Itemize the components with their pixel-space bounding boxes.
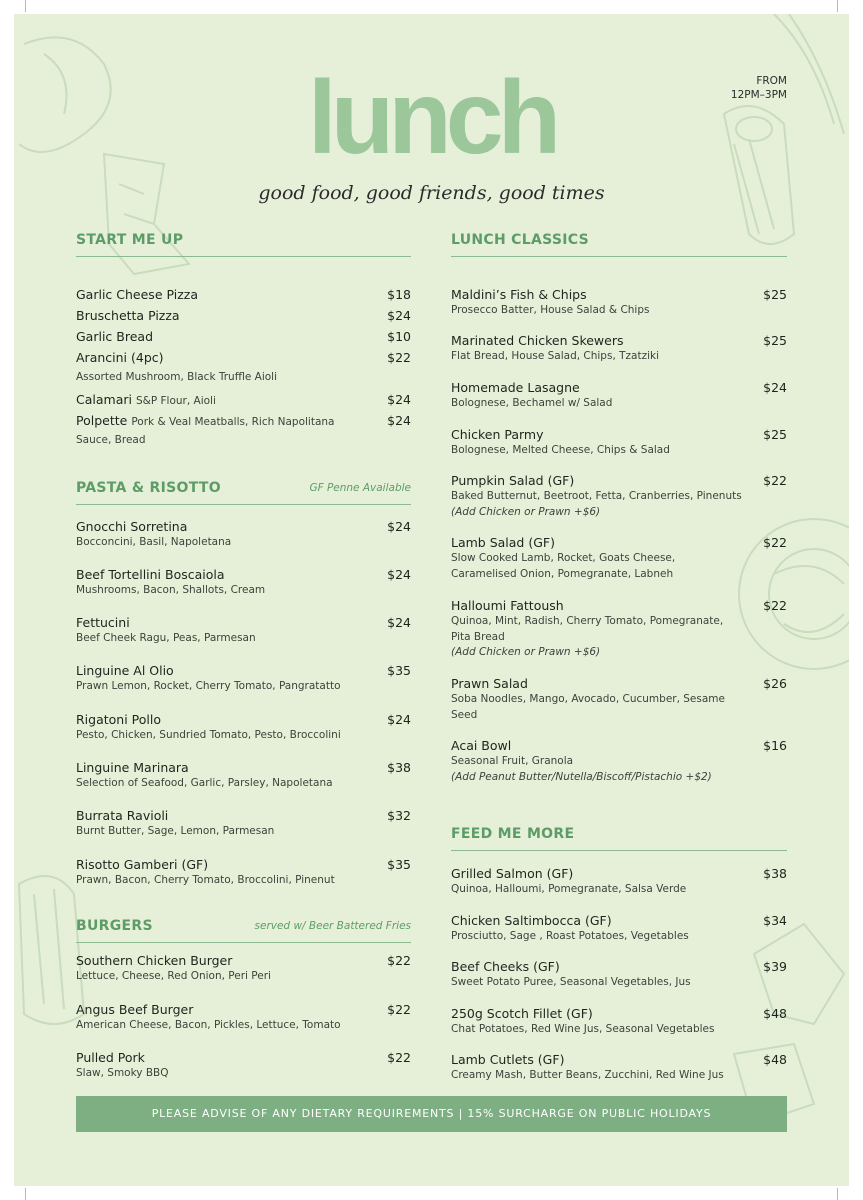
crop-mark [837,0,838,12]
item-price: $24 [387,308,411,323]
item-price: $38 [763,866,787,881]
footer-banner: PLEASE ADVISE OF ANY DIETARY REQUIREMENTS | 15% SURCHARGE ON PUBLIC HOLIDAYS [76,1096,787,1132]
menu-item [76,350,411,386]
item-name: Rigatoni Pollo [76,712,162,727]
item-price: $24 [387,615,411,630]
menu-item [76,663,411,695]
item-description: Lettuce, Cheese, Red Onion, Peri Peri [76,970,271,982]
item-description: Slaw, Smoky BBQ [76,1067,169,1079]
menu-item [76,329,411,344]
item-description: Chat Potatoes, Red Wine Jus, Seasonal Vegetables [451,1023,715,1035]
item-description: Soba Noodles, Mango, Avocado, Cucumber, Sesame [451,693,725,705]
item-price: $39 [763,959,787,974]
item-description: Seasonal Fruit, Granola [451,755,574,767]
item-name: 250g Scotch Fillet (GF) [451,1006,593,1021]
item-name: Grilled Salmon (GF) [451,866,574,881]
section-feed-me-more [451,826,787,851]
item-name [76,392,411,407]
item-price: $24 [763,380,787,395]
menu-item [451,1006,787,1038]
menu-item [451,333,787,365]
item-name-text: Polpette [76,413,128,428]
menu-page [14,14,849,1186]
item-name: Bruschetta Pizza [76,308,180,323]
item-price: $25 [763,333,787,348]
item-price: $22 [387,1002,411,1017]
item-price: $24 [387,567,411,582]
item-price: $24 [387,392,411,407]
menu-item [76,287,411,302]
menu-item [76,857,411,889]
hours-time: 12PM–3PM [730,89,787,101]
item-description: Slow Cooked Lamb, Rocket, Goats Cheese, [451,552,676,564]
item-description: Prosecco Batter, House Salad & Chips [451,304,650,316]
item-description: Prawn, Bacon, Cherry Tomato, Broccolini, Pinenut [76,874,335,886]
item-description: Bolognese, Melted Cheese, Chips & Salad [451,444,670,456]
item-description: Mushrooms, Bacon, Shallots, Cream [76,584,266,596]
item-description: Seed [451,708,478,721]
item-price: $35 [387,857,411,872]
item-price: $22 [763,473,787,488]
hours-label: FROM [756,75,787,87]
section-note: served w/ Beer Battered Fries [254,920,411,932]
menu-item [76,308,411,323]
item-price: $24 [387,413,411,428]
item-name: Arancini (4pc) [76,350,164,365]
item-description: Flat Bread, House Salad, Chips, Tzatziki [451,350,660,362]
menu-item [451,676,787,723]
item-name [76,413,411,428]
item-price: $24 [387,712,411,727]
item-description: Sauce, Bread [76,434,146,446]
item-price: $48 [763,1052,787,1067]
tagline: good food, good friends, good times [258,182,605,204]
item-name: Chicken Saltimbocca (GF) [451,913,612,928]
item-name: Beef Cheeks (GF) [451,959,560,974]
item-description: Bolognese, Bechamel w/ Salad [451,397,613,409]
menu-item [451,287,787,319]
item-name: Prawn Salad [451,676,528,691]
item-name: Gnocchi Sorretina [76,519,188,534]
item-inline-description: S&P Flour, Aioli [135,395,216,407]
item-price: $48 [763,1006,787,1021]
menu-item [451,535,787,582]
item-name: Burrata Ravioli [76,808,169,823]
item-price: $25 [763,427,787,442]
item-name: Garlic Cheese Pizza [76,287,199,302]
item-name: Risotto Gamberi (GF) [76,857,209,872]
item-price: $18 [387,287,411,302]
menu-item [76,1002,411,1034]
hours [731,74,787,102]
item-description: Quinoa, Halloumi, Pomegranate, Salsa Verde [451,883,687,895]
item-price: $16 [763,738,787,753]
item-description: American Cheese, Bacon, Pickles, Lettuce, Tomato [76,1019,341,1031]
item-price: $24 [387,519,411,534]
crop-mark [837,1188,838,1200]
page-title: lunch [307,60,556,176]
menu-item [76,808,411,840]
section-divider [76,504,411,505]
section-start-me-up [76,232,411,257]
section-divider [451,256,787,257]
menu-item [451,913,787,945]
item-description: Pesto, Chicken, Sundried Tomato, Pesto, Broccolini [76,729,341,741]
item-note: (Add Chicken or Prawn +$6) [451,505,601,518]
menu-item [76,567,411,599]
item-description: Selection of Seafood, Garlic, Parsley, Napoletana [76,777,333,789]
item-price: $34 [763,913,787,928]
section-lunch-classics [451,232,787,257]
section-title: LUNCH CLASSICS [451,232,589,248]
menu-item [76,1050,411,1082]
section-title: FEED ME MORE [451,826,575,842]
item-description: Sweet Potato Puree, Seasonal Vegetables, Jus [451,976,691,988]
item-description: Creamy Mash, Butter Beans, Zucchini, Red Wine Jus [451,1069,724,1081]
item-name: Pulled Pork [76,1050,145,1065]
item-description: Baked Butternut, Beetroot, Fetta, Cranberries, Pinenuts [451,490,742,502]
item-price: $22 [387,350,411,365]
item-name: Halloumi Fattoush [451,598,564,613]
menu-item [76,615,411,647]
item-description: Caramelised Onion, Pomegranate, Labneh [451,567,674,580]
menu-item [451,473,787,520]
menu-item [76,760,411,792]
menu-item [76,712,411,744]
item-name-text: Calamari [76,392,132,407]
menu-item [451,427,787,459]
item-price: $38 [387,760,411,775]
menu-item [451,598,787,661]
item-price: $10 [387,329,411,344]
menu-item [451,959,787,991]
item-name: Fettucini [76,615,130,630]
menu-item [76,519,411,551]
item-name: Acai Bowl [451,738,512,753]
section-pasta-risotto [76,480,411,505]
crop-mark [25,1188,26,1200]
crop-mark [25,0,26,12]
item-inline-description: Pork & Veal Meatballs, Rich Napolitana [131,416,335,428]
item-price: $22 [387,953,411,968]
right-column [451,232,787,1092]
item-name: Homemade Lasagne [451,380,580,395]
item-description: Prawn Lemon, Rocket, Cherry Tomato, Pangratatto [76,680,341,692]
section-burgers [76,918,411,943]
item-price: $35 [387,663,411,678]
item-name: Lamb Cutlets (GF) [451,1052,565,1067]
item-name: Lamb Salad (GF) [451,535,555,550]
item-price: $32 [387,808,411,823]
item-description: Assorted Mushroom, Black Truffle Aioli [76,371,278,383]
item-name: Linguine Al Olio [76,663,174,678]
menu-item [76,953,411,985]
section-note: GF Penne Available [309,482,411,494]
item-name: Linguine Marinara [76,760,189,775]
menu-item [76,392,411,407]
item-note: (Add Chicken or Prawn +$6) [451,646,601,658]
item-description: Quinoa, Mint, Radish, Cherry Tomato, Pomegranate, [451,615,724,627]
item-description: Burnt Butter, Sage, Lemon, Parmesan [76,825,275,837]
item-name: Marinated Chicken Skewers [451,333,624,348]
left-column [76,232,411,1092]
item-description: Prosciutto, Sage , Roast Potatoes, Vegetables [451,930,689,942]
section-divider [76,256,411,257]
section-title: BURGERS [76,918,153,934]
item-description: Pita Bread [451,630,505,643]
item-price: $26 [763,676,787,691]
section-divider [451,850,787,851]
menu-item [451,380,787,412]
item-note: (Add Peanut Butter/Nutella/Biscoff/Pistachio +$2) [451,770,712,783]
section-title: PASTA & RISOTTO [76,480,221,496]
menu-item [451,1052,787,1084]
item-price: $22 [763,598,787,613]
section-title: START ME UP [76,232,184,248]
item-name: Maldini’s Fish & Chips [451,287,587,302]
item-name: Angus Beef Burger [76,1002,194,1017]
menu-item [76,413,411,449]
item-name: Beef Tortellini Boscaiola [76,567,225,582]
menu-item [451,866,787,898]
item-description: Beef Cheek Ragu, Peas, Parmesan [76,632,256,644]
item-description: Bocconcini, Basil, Napoletana [76,536,232,548]
item-price: $22 [387,1050,411,1065]
section-divider [76,942,411,943]
item-name: Garlic Bread [76,329,154,344]
item-price: $25 [763,287,787,302]
menu-item [451,738,787,785]
item-price: $22 [763,535,787,550]
item-name: Chicken Parmy [451,427,544,442]
item-name: Southern Chicken Burger [76,953,233,968]
item-name: Pumpkin Salad (GF) [451,473,575,488]
